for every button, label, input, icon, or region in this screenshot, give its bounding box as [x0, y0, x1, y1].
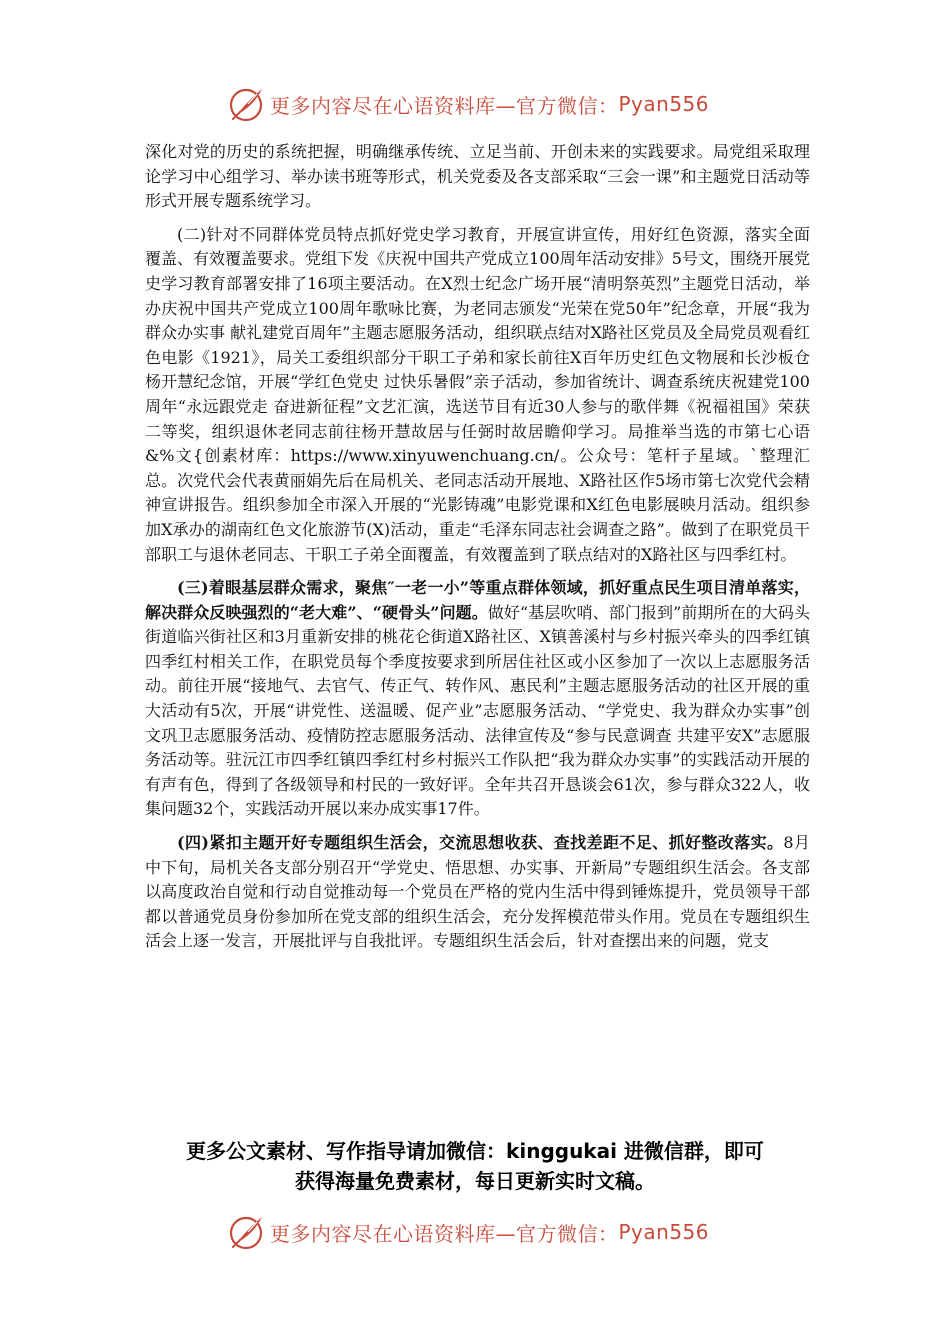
document-body: [145, 140, 810, 963]
paragraph: [145, 223, 810, 567]
promo-notice: [130, 1136, 820, 1196]
paragraph-text: 做好“基层吹哨、部门报到”前期所在的大码头街道临兴街社区和3月重新安排的桃花仑街道X路社区、X镇善溪村与乡村振兴牵头的四季红镇四季红村相关工作，在职党员每个季度按要求到所居住社区或小区参加了一次以上志愿服务活动。前往开展“接地气、去官气、传正气、转作风、惠民利”主题志愿服务活动的社区开展的重大活动有5次，开展“讲党性、送温暖、促产业”志愿服务活动、“学党史、我为群众办实事”创文巩卫志愿服务活动、疫情防控志愿服务活动、法律宣传及“参与民意调查 共建平安X”志愿服务活动等。驻沅江市四季红镇四季红村乡村振兴工作队把“我为群众办实事”的实践活动开展的有声有色，得到了各级领导和村民的一致好评。全年共召开恳谈会61次，参与群众322人，收集问题32个，实践活动开展以来办成实事17件。: [145, 602, 810, 819]
header-banner: [226, 82, 746, 126]
paragraph: [145, 576, 810, 822]
paragraph-text: 深化对党的历史的系统把握，明确继承传统、立足当前、开创未来的实践要求。局党组采取理论学习中心组学习、举办读书班等形式，机关党委及各支部采取“三会一课”和主题党日活动等形式开展专题系统学习。: [145, 142, 810, 211]
promo-line-1: 更多公文素材、写作指导请加微信：kinggukai 进微信群，即可: [186, 1139, 764, 1163]
quill-logo-icon: [226, 1212, 266, 1252]
paragraph: [145, 140, 810, 214]
paragraph-lead: (四)紧扣主题开好专题组织生活会，交流思想收获、查找差距不足、抓好整改落实。: [177, 833, 784, 853]
promo-line-2: 获得海量免费素材，每日更新实时文稿。: [295, 1169, 655, 1193]
quill-logo-icon: [226, 84, 266, 124]
paragraph: [145, 831, 810, 954]
banner-handle: Pyan556: [618, 92, 710, 116]
paragraph-text: 8月中下旬，局机关各支部分别召开“学党史、悟思想、办实事、开新局”专题组织生活会。各支部以高度政治自觉和行动自觉推动每一个党员在严格的党内生活中得到锤炼提升，党员领导干部都以普通党员身份参加所在党支部的组织生活会，充分发挥模范带头作用。党员在专题组织生活会上逐一发言，开展批评与自我批评。专题组织生活会后，针对查摆出来的问题，党支: [145, 833, 810, 951]
banner-text: 更多内容尽在心语资料库—官方微信：: [270, 93, 619, 118]
paragraph-text: (二)针对不同群体党员特点抓好党史学习教育，开展宣讲宣传，用好红色资源，落实全面覆盖、有效覆盖要求。党组下发《庆祝中国共产党成立100周年活动安排》5号文，围绕开展党史学习教育部署安排了16项主要活动。在X烈士纪念广场开展“清明祭英烈”主题党日活动，举办庆祝中国共产党成立100周年歌咏比赛，为老同志颁发“光荣在党50年”纪念章，开展“我为群众办实事 献礼建党百周年”主题志愿服务活动，组织联点结对X路社区党员及全局党员观看红色电影《1921》，局关工委组织部分干职工子弟和家长前往X百年历史红色文物展和长沙板仓杨开慧纪念馆，开展“学红色党史 过快乐暑假”亲子活动，参加省统计、调查系统庆祝建党100周年“永远跟党走 奋进新征程”文艺汇演，选送节目有近30人参与的歌伴舞《祝福祖国》荣获二等奖，组织退休老同志前往杨开慧故居与任弼时故居瞻仰学习。局推举当选的市第七心语&%文{创素材库：https://www.xinyuwenchuang.cn/。公众号：笔杆子星域。`整理汇总。次党代会代表黄丽娟先后在局机关、老同志活动开展地、X路社区作5场市第七次党代会精神宣讲报告。组织参加全市深入开展的“光影铸魂”电影党课和X红色电影展映月活动。组织参加X承办的湖南红色文化旅游节(X)活动，重走“毛泽东同志社会调查之路”。做到了在职党员干部职工与退休老同志、干职工子弟全面覆盖，有效覆盖到了联点结对的X路社区与四季红村。: [145, 224, 810, 564]
banner-text: 更多内容尽在心语资料库—官方微信：: [270, 1221, 619, 1246]
footer-banner: [226, 1210, 746, 1254]
banner-handle: Pyan556: [618, 1220, 710, 1244]
paragraph-lead: (三)着眼基层群众需求，聚焦″一老一小”等重点群体领域，抓好重点民生项目清单落实，解决群众反映强烈的“老大难”、“硬骨头”问题。: [145, 578, 810, 622]
